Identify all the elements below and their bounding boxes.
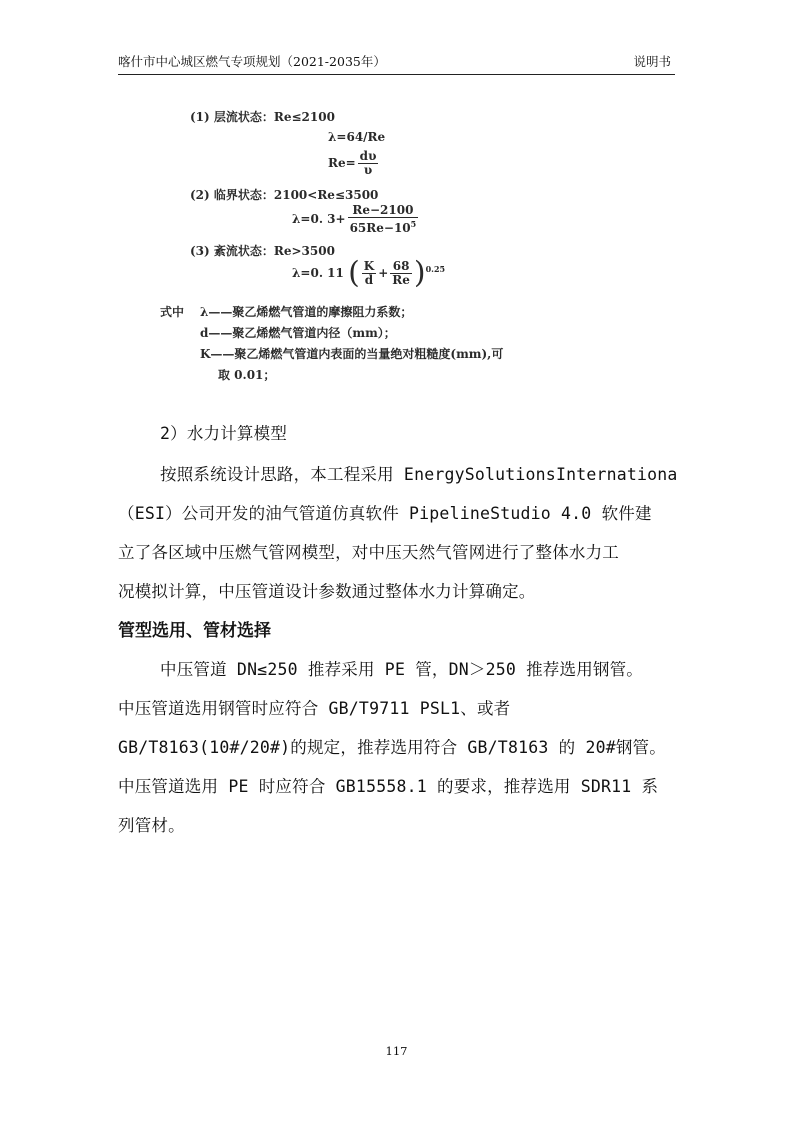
page-header — [118, 52, 675, 75]
paragraph-line: 况模拟计算，中压管道设计参数通过整体水力计算确定。 — [118, 582, 536, 601]
formula-block — [160, 98, 560, 383]
section-heading: 管型选用、管材选择 — [118, 621, 271, 641]
formula-reynolds-lhs: Re= — [328, 156, 356, 170]
fraction-denominator: υ — [363, 163, 373, 177]
formula-critical-lambda — [292, 204, 420, 235]
fraction-numerator: dυ — [359, 149, 377, 163]
formula-where-d: d——聚乙烯燃气管道内径（mm）； — [200, 326, 396, 340]
formula-critical-fraction — [348, 204, 419, 235]
subsection-title: 2）水力计算模型 — [160, 424, 288, 443]
right-paren: ) — [413, 255, 426, 291]
formula-where-lambda: λ——聚乙烯燃气管道的摩擦阻力系数； — [200, 305, 413, 319]
plus-sign: + — [378, 266, 389, 280]
formula-critical: (2) 临界状态：2100<Re≤3500 — [190, 188, 379, 202]
formula-turbulent-lambda — [292, 255, 446, 291]
fraction-exponent: 5 — [410, 219, 417, 229]
paragraph-line: GB/T8163(10#/20#)的规定，推荐选用符合 GB/T8163 的 20#钢管。 — [118, 738, 666, 757]
formula-reynolds-fraction — [358, 150, 379, 177]
paragraph-line: （ESI）公司开发的油气管道仿真软件 PipelineStudio 4.0 软件建 — [118, 504, 652, 523]
formula-reynolds — [328, 150, 380, 177]
paragraph-line: 中压管道 DN≤250 推荐采用 PE 管，DN＞250 推荐选用钢管。 — [160, 660, 644, 679]
formula-laminar-lambda: λ=64/Re — [328, 130, 386, 144]
formula-laminar: (1) 层流状态：Re≤2100 — [190, 110, 335, 124]
formula-where-k-cont: 取 0.01； — [218, 368, 276, 382]
paragraph-line: 按照系统设计思路，本工程采用 EnergySolutionsInternationa — [160, 465, 678, 484]
header-title: 喀什市中心城区燃气专项规划（2021-2035年） — [118, 54, 386, 69]
formula-where-k: K——聚乙烯燃气管道内表面的当量绝对粗糙度(mm),可 — [200, 347, 504, 361]
formula-where-label: 式中 — [160, 305, 185, 319]
paragraph-line: 中压管道选用钢管时应符合 GB/T9711 PSL1、或者 — [118, 699, 511, 718]
formula-turbulent-fraction-1 — [362, 260, 376, 287]
fraction-numerator: Re−2100 — [348, 204, 419, 218]
formula-critical-lhs: λ=0. 3+ — [292, 212, 346, 226]
fraction-denominator — [348, 218, 419, 235]
paragraph-line: 列管材。 — [118, 816, 185, 835]
fraction-numerator: K — [363, 259, 375, 273]
fraction-denominator-text: 65Re−10 — [349, 221, 411, 235]
paragraph-line: 立了各区域中压燃气管网模型，对中压天然气管网进行了整体水力工 — [118, 543, 619, 562]
formula-turbulent-fraction-2 — [390, 260, 412, 287]
formula-turbulent-lhs: λ=0. 11 — [292, 266, 344, 280]
header-section: 说明书 — [633, 54, 671, 69]
fraction-numerator: 68 — [390, 260, 412, 274]
formula-turbulent: (3) 紊流状态：Re>3500 — [190, 244, 335, 258]
page-number: 117 — [385, 1044, 408, 1058]
fraction-denominator: Re — [392, 273, 410, 287]
paragraph-line: 中压管道选用 PE 时应符合 GB15558.1 的要求，推荐选用 SDR11 系 — [118, 777, 659, 796]
fraction-denominator: d — [364, 273, 374, 287]
left-paren: ( — [348, 255, 360, 291]
formula-exponent: 0.25 — [425, 264, 446, 274]
